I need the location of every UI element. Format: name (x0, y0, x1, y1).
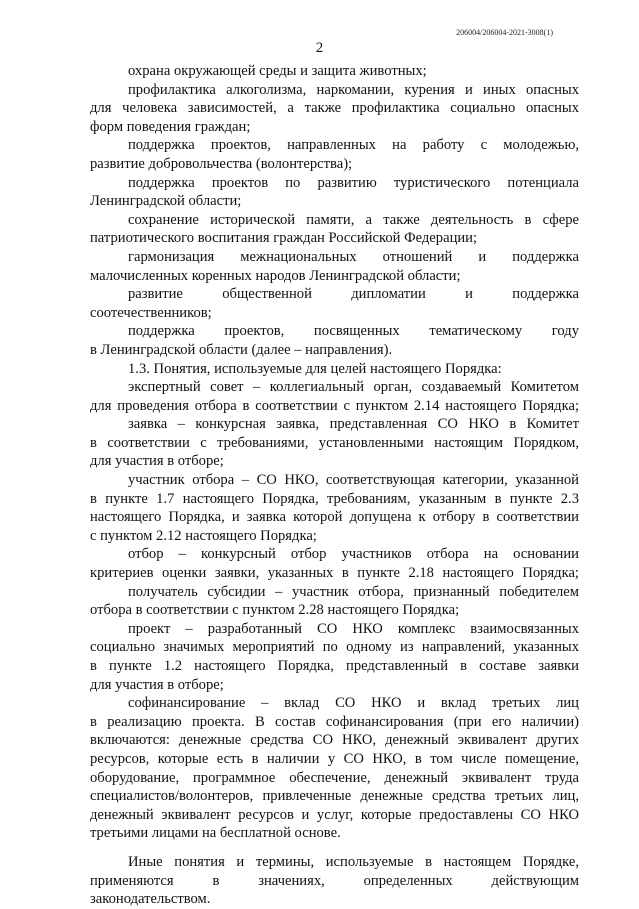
text-line: в соответствии с требованиями, установленными настоящим Порядком, (90, 434, 579, 451)
text-line: с пунктом 2.12 настоящего Порядка; (90, 527, 317, 544)
text-line: социально значимых мероприятий по одному из направлений, указанных (90, 639, 579, 656)
text-line: для проведения отбора в соответствии с пунктом 2.14 настоящего Порядка; (90, 397, 579, 414)
text-line: настоящего Порядка, и заявка которой допущена к отбору в соответствии (90, 509, 579, 526)
text-line: развитие общественной дипломатии и поддержка (128, 286, 579, 303)
document-body (90, 62, 579, 909)
text-line: заявка – конкурсная заявка, представленная СО НКО в Комитет (128, 416, 579, 433)
page-number: 2 (315, 40, 324, 56)
text-line: в реализацию проекта. В состав софинансирования (при его наличии) (90, 713, 579, 730)
text-line: в Ленинградской области (далее – направления). (90, 341, 393, 358)
text-line: отбора в соответствии с пунктом 2.28 настоящего Порядка; (90, 602, 460, 619)
text-line: применяются в значениях, определенных действующим (90, 872, 579, 889)
text-line: в пункте 1.7 настоящего Порядка, требованиям, указанным в пункте 2.3 (90, 490, 579, 507)
text-line: поддержка проектов по развитию туристического потенциала (128, 174, 579, 191)
text-line: гармонизация межнациональных отношений и поддержка (128, 248, 579, 265)
text-line: патриотического воспитания граждан Российской Федерации; (90, 230, 478, 247)
text-line: проект – разработанный СО НКО комплекс взаимосвязанных (128, 620, 579, 637)
text-line: денежный эквивалент ресурсов и услуг, которые предоставлены СО НКО (90, 806, 579, 823)
text-line: развитие добровольчества (волонтерства); (90, 155, 353, 172)
text-line: в пункте 1.2 настоящего Порядка, представленный в составе заявки (90, 658, 579, 674)
text-line: сохранение исторической памяти, а также деятельность в сфере (128, 211, 579, 228)
text-line: охрана окружающей среды и защита животных; (128, 63, 427, 79)
text-line: третьими лицами на бесплатной основе. (90, 825, 341, 842)
text-line: софинансирование – вклад СО НКО и вклад третьих лиц (128, 695, 579, 712)
text-line: 1.3. Понятия, используемые для целей настоящего Порядка: (128, 360, 502, 377)
text-line: включаются: денежные средства СО НКО, денежный эквивалент других (90, 732, 579, 749)
text-line: поддержка проектов, посвященных тематическому году (128, 323, 579, 340)
text-line: малочисленных коренных народов Ленинградской области; (90, 267, 461, 284)
text-line: для участия в отборе; (90, 453, 224, 470)
text-line: получатель субсидии – участник отбора, признанный победителем (128, 583, 579, 600)
text-line: профилактика алкоголизма, наркомании, курения и иных опасных (128, 81, 579, 98)
text-line: Ленинградской области; (90, 193, 242, 210)
text-line: поддержка проектов, направленных на работу с молодежью, (128, 137, 579, 154)
text-line: для человека зависимостей, а также профилактика социально опасных (90, 100, 579, 117)
document-id: 206004/206004-2021-3008(1) (456, 28, 553, 37)
text-line: критериев оценки заявки, указанных в пункте 2.18 настоящего Порядка; (90, 565, 579, 582)
text-line: соотечественников; (90, 304, 212, 321)
text-line: экспертный совет – коллегиальный орган, создаваемый Комитетом (128, 379, 579, 396)
text-line: ресурсов, которые есть в наличии у СО НКО, в том числе помещение, (90, 750, 579, 767)
text-line: участник отбора – СО НКО, соответствующая категории, указанной (128, 472, 579, 489)
text-line: специалистов/волонтеров, привлеченные денежные средства третьих лиц, (90, 788, 579, 805)
text-line: Иные понятия и термины, используемые в настоящем Порядке, (128, 853, 579, 870)
text-line: законодательством. (90, 891, 211, 908)
text-line: для участия в отборе; (90, 676, 224, 693)
text-line: оборудование, программное обеспечение, денежный эквивалент труда (90, 769, 579, 786)
text-line: форм поведения граждан; (90, 118, 251, 135)
text-line: отбор – конкурсный отбор участников отбора на основании (128, 546, 579, 563)
